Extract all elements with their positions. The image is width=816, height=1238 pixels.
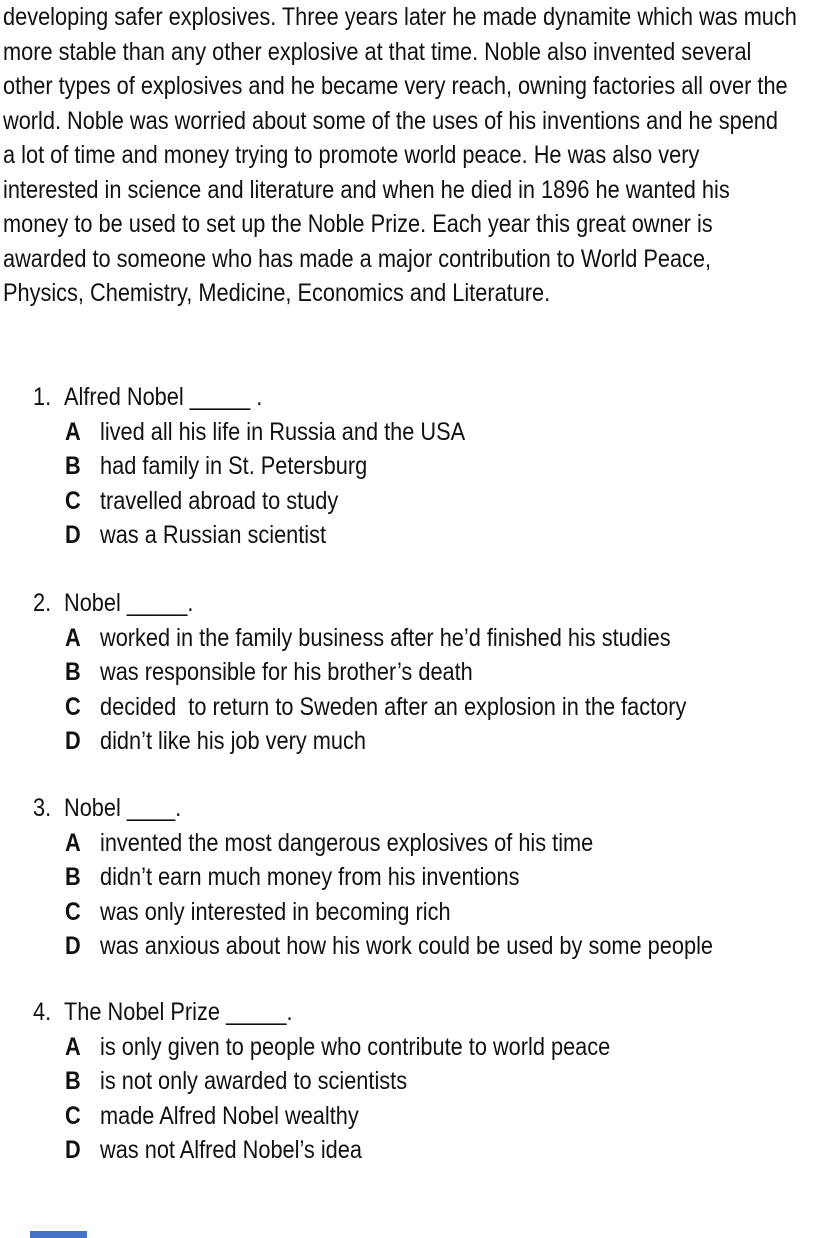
option-letter: D: [65, 521, 81, 549]
passage-line: [3, 69, 816, 104]
option-text: worked in the family business after he’d finished his studies: [100, 623, 671, 652]
question-number: 2.: [33, 589, 52, 617]
option-letter: A: [65, 1032, 81, 1061]
page-edge-marker: [30, 1231, 87, 1238]
question-stem: Nobel ____.: [64, 794, 182, 822]
passage-line-text: more stable than any other explosive at that time. Noble also invented several: [3, 37, 752, 66]
option-text: had family in St. Petersburg: [100, 452, 368, 480]
question-2-option-a: [0, 621, 816, 656]
question-4-option-d: [0, 1133, 816, 1168]
question-1-option-d: [0, 518, 816, 553]
option-text: was responsible for his brother’s death: [100, 658, 473, 686]
question-number: 1.: [33, 383, 52, 411]
option-text: lived all his life in Russia and the USA: [100, 417, 466, 446]
option-letter: B: [65, 1067, 81, 1095]
question-1: [0, 380, 816, 553]
option-text: was anxious about how his work could be used by some people: [100, 932, 713, 960]
passage-line-text: awarded to someone who has made a major contribution to World Peace,: [3, 244, 712, 273]
question-1-option-b: [0, 449, 816, 484]
question-3-option-b: [0, 860, 816, 895]
option-text: was a Russian scientist: [100, 521, 327, 549]
option-letter: A: [65, 623, 81, 652]
option-text: travelled abroad to study: [100, 486, 339, 515]
passage-line-text: Physics, Chemistry, Medicine, Economics and Literature.: [3, 279, 551, 307]
question-1-stem-row: [0, 380, 816, 415]
passage-line: [3, 0, 816, 35]
passage-line-text: other types of explosives and he became very reach, owning factories all over the: [3, 72, 788, 100]
option-text: is only given to people who contribute to world peace: [100, 1032, 611, 1061]
question-stem: Nobel _____.: [64, 589, 194, 617]
passage-line-text: money to be used to set up the Noble Prize. Each year this great owner is: [3, 210, 713, 238]
question-2-stem-row: [0, 586, 816, 621]
reading-passage: [3, 0, 816, 311]
question-1-option-c: [0, 484, 816, 519]
option-letter: C: [65, 1101, 81, 1130]
option-letter: A: [65, 828, 81, 857]
question-number: 3.: [33, 794, 52, 822]
option-text: didn’t like his job very much: [100, 727, 366, 755]
passage-line: [3, 138, 816, 173]
question-number: 4.: [33, 998, 52, 1026]
question-4: [0, 995, 816, 1168]
option-text: made Alfred Nobel wealthy: [100, 1101, 359, 1130]
question-2-option-c: [0, 690, 816, 725]
question-2: [0, 586, 816, 759]
passage-line-text: a lot of time and money trying to promote world peace. He was also very: [3, 141, 700, 169]
option-letter: B: [65, 658, 81, 686]
passage-line: [3, 104, 816, 139]
option-text: is not only awarded to scientists: [100, 1067, 408, 1095]
passage-line: [3, 276, 816, 311]
passage-line: [3, 242, 816, 277]
option-letter: A: [65, 417, 81, 446]
question-stem: Alfred Nobel _____ .: [64, 383, 263, 411]
passage-line: [3, 173, 816, 208]
question-4-option-c: [0, 1099, 816, 1134]
option-letter: D: [65, 1136, 81, 1164]
option-letter: D: [65, 727, 81, 755]
question-3: [0, 791, 816, 964]
passage-line: [3, 207, 816, 242]
question-1-option-a: [0, 415, 816, 450]
passage-line-text: interested in science and literature and when he died in 1896 he wanted his: [3, 175, 730, 204]
question-stem: The Nobel Prize _____.: [64, 998, 293, 1026]
option-text: was not Alfred Nobel’s idea: [100, 1136, 362, 1164]
option-text: decided to return to Sweden after an explosion in the factory: [100, 692, 687, 721]
option-letter: C: [65, 897, 81, 926]
option-letter: C: [65, 692, 81, 721]
option-text: didn’t earn much money from his inventions: [100, 863, 520, 891]
option-letter: D: [65, 932, 81, 960]
passage-line-text: world. Noble was worried about some of the uses of his inventions and he spend: [3, 106, 778, 135]
question-3-option-c: [0, 895, 816, 930]
question-3-option-a: [0, 826, 816, 861]
question-2-option-d: [0, 724, 816, 759]
question-4-option-b: [0, 1064, 816, 1099]
option-text: invented the most dangerous explosives of his time: [100, 828, 594, 857]
question-4-stem-row: [0, 995, 816, 1030]
passage-line-text: developing safer explosives. Three years later he made dynamite which was much: [3, 3, 797, 31]
option-letter: B: [65, 863, 81, 891]
passage-line: [3, 35, 816, 70]
question-3-stem-row: [0, 791, 816, 826]
option-letter: B: [65, 452, 81, 480]
question-2-option-b: [0, 655, 816, 690]
option-letter: C: [65, 486, 81, 515]
option-text: was only interested in becoming rich: [100, 897, 451, 926]
question-4-option-a: [0, 1030, 816, 1065]
question-3-option-d: [0, 929, 816, 964]
